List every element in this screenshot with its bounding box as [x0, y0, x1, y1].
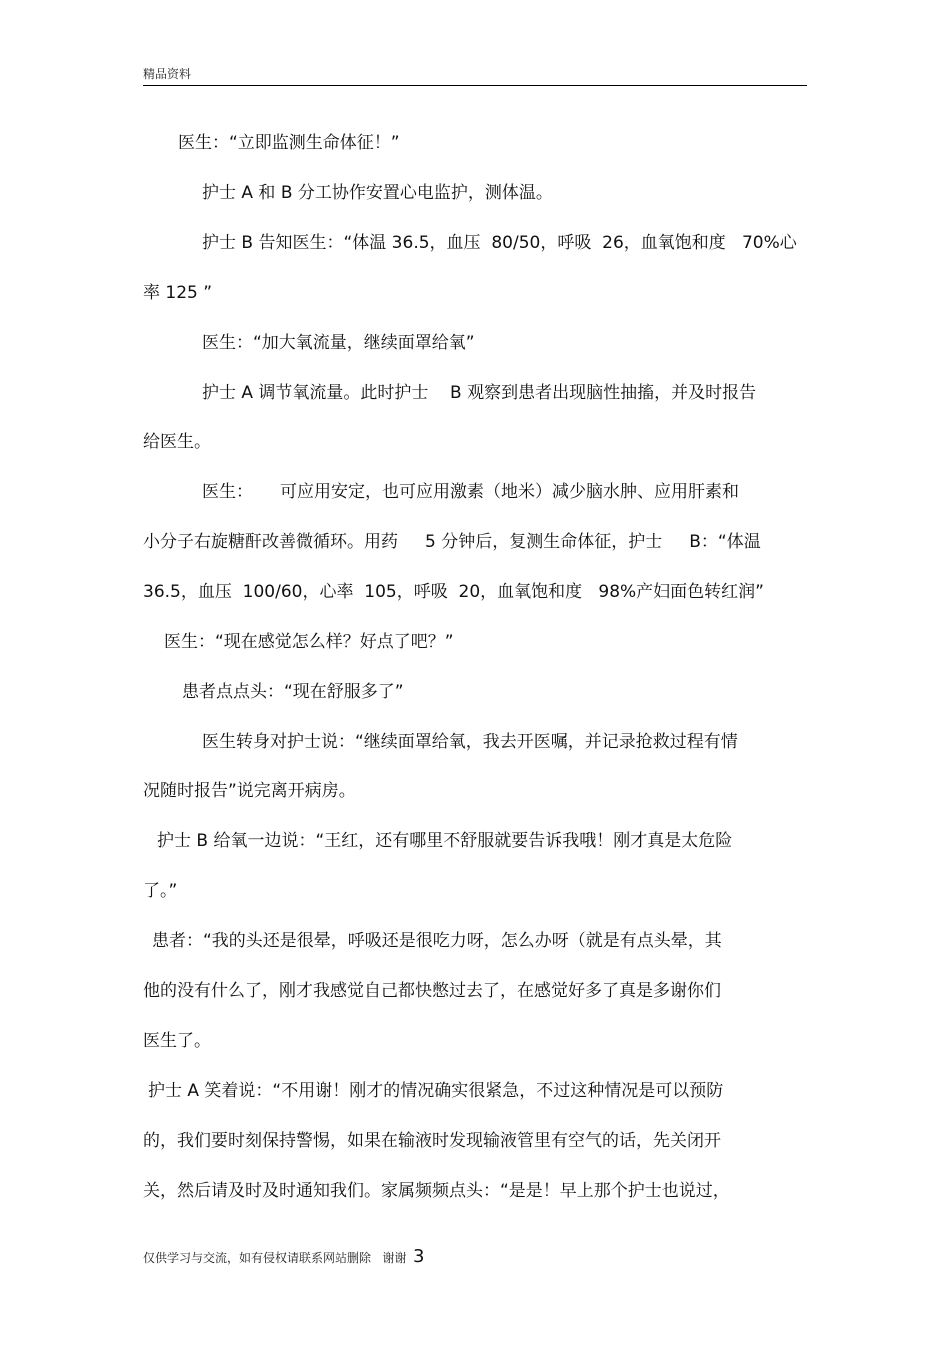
body-line: 护士 B 告知医生：“体温 36.5，血压 80/50，呼吸 26，血氧饱和度 70%心 [202, 233, 797, 253]
header-label: 精品资料 [143, 67, 192, 81]
body-line: 况随时报告”说完离开病房。 [143, 781, 356, 801]
body-line: 他的没有什么了，刚才我感觉自己都快憋过去了，在感觉好多了真是多谢你们 [143, 981, 721, 1001]
header-divider [143, 85, 807, 86]
body-line: 关，然后请及时及时通知我们。家属频频点头：“是是！早上那个护士也说过， [143, 1181, 730, 1201]
body-line: 了。” [143, 881, 178, 901]
body-line: 患者点点头：“现在舒服多了” [182, 682, 404, 702]
body-line: 医生：“立即监测生命体征！” [178, 133, 400, 153]
body-line: 医生： 可应用安定，也可应用激素（地米）减少脑水肿、应用肝素和 [202, 482, 740, 502]
body-line: 医生转身对护士说：“继续面罩给氧，我去开医嘱，并记录抢救过程有情 [202, 732, 738, 752]
page-number: 3 [413, 1246, 425, 1267]
body-line: 医生了。 [143, 1031, 211, 1051]
body-line: 小分子右旋糖酐改善微循环。用药 5 分钟后，复测生命体征，护士 B：“体温 [143, 532, 761, 552]
body-line: 医生：“现在感觉怎么样？好点了吧？” [164, 632, 454, 652]
footer-label: 仅供学习与交流，如有侵权请联系网站删除 谢谢 [143, 1251, 407, 1265]
body-line: 的，我们要时刻保持警惕，如果在输液时发现输液管里有空气的话，先关闭开 [143, 1131, 721, 1151]
body-line: 护士 B 给氧一边说：“王红，还有哪里不舒服就要告诉我哦！刚才真是太危险 [157, 831, 733, 851]
body-line: 患者：“我的头还是很晕，呼吸还是很吃力呀，怎么办呀（就是有点头晕，其 [152, 931, 722, 951]
body-line: 36.5，血压 100/60，心率 105，呼吸 20，血氧饱和度 98%产妇面色转红润” [143, 582, 764, 602]
body-line: 医生：“加大氧流量，继续面罩给氧” [202, 333, 475, 353]
body-line: 率 125 ” [143, 283, 213, 303]
body-line: 护士 A 笑着说：“不用谢！刚才的情况确实很紧急，不过这种情况是可以预防 [148, 1081, 724, 1101]
body-line: 给医生。 [143, 432, 211, 452]
body-line: 护士 A 调节氧流量。此时护士 B 观察到患者出现脑性抽搐，并及时报告 [202, 383, 757, 403]
body-line: 护士 A 和 B 分工协作安置心电监护，测体温。 [202, 183, 553, 203]
